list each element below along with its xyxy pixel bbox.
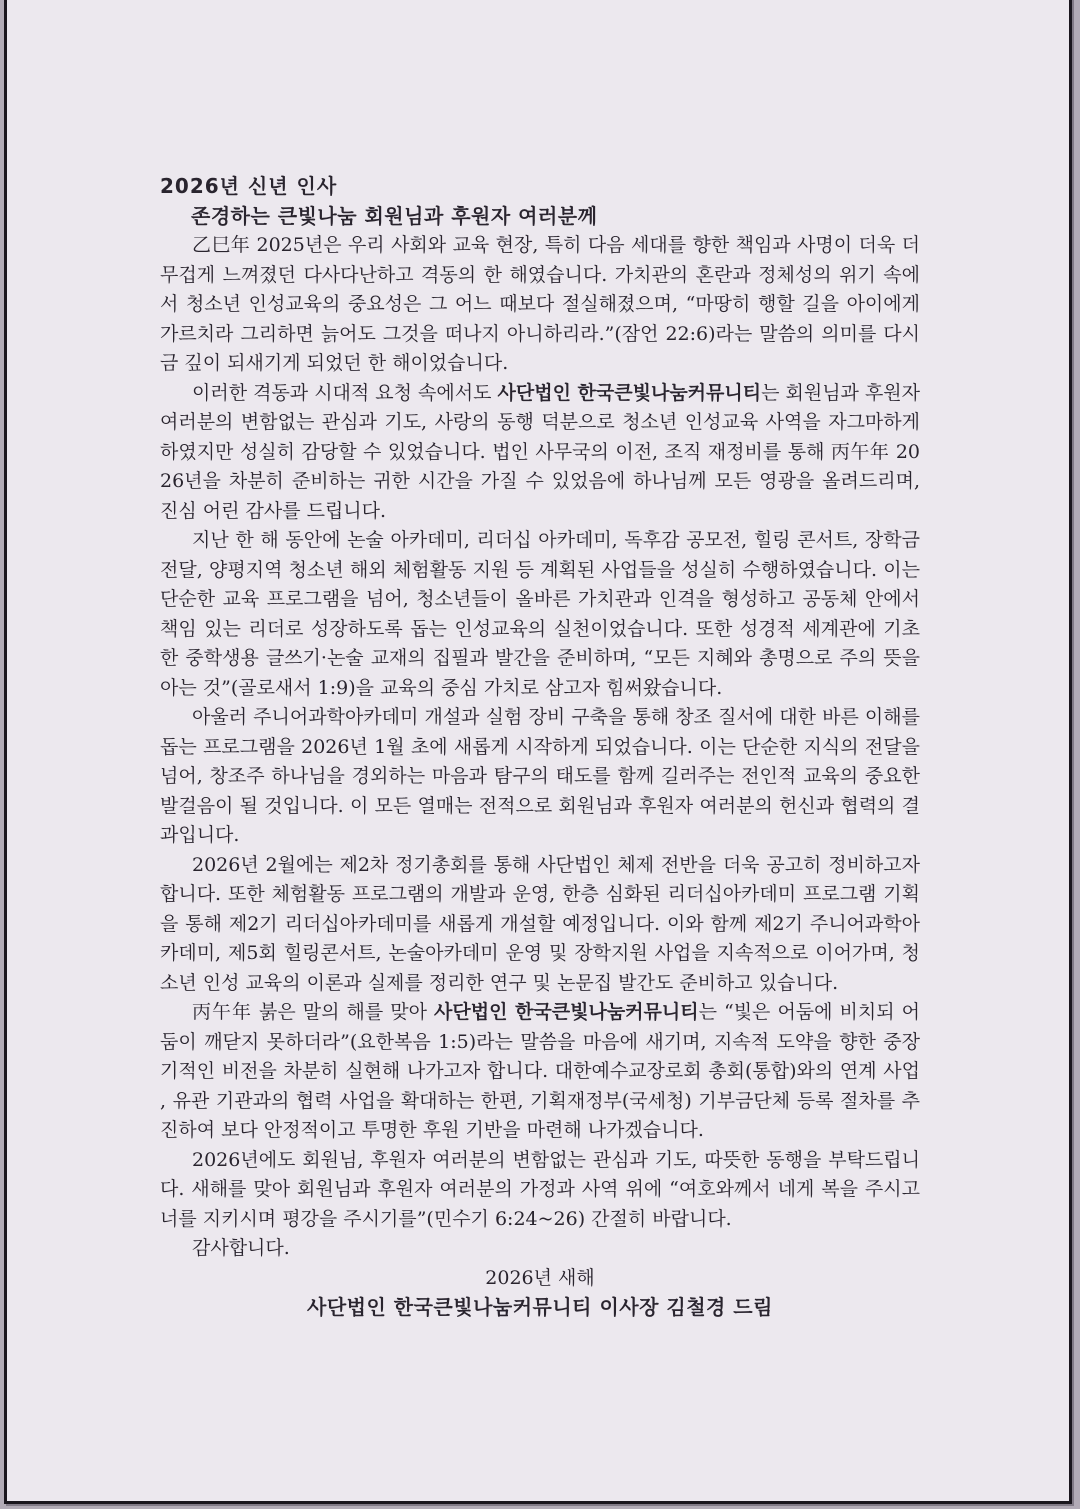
paragraph xyxy=(160,703,920,851)
paragraph-text: 지난 한 해 동안에 논술 아카데미, 리더십 아카데미, 독후감 공모전, 힐링 콘서트, 장학금 전달, 양평지역 청소년 해외 체험활동 지원 등 계획된 사업들을 성실히 수행하였습니다. 이는 단순한 교육 프로그램을 넘어, 청소년들이 올바른 가치관과 인격을 형성하고 공동체 안에서 책임 있는 리더로 성장하도록 돕는 인성교육의 실천이었습니다. 또한 성경적 세계관에 기초한 중학생용 글쓰기·논술 교재의 집필과 발간을 준비하며, “모든 지혜와 총명으로 주의 뜻을 아는 것”(골로새서 1:9)을 교육의 중심 가치로 삼고자 힘써왔습니다. xyxy=(160,529,920,699)
paragraph xyxy=(160,526,920,703)
signature-line: 사단법인 한국큰빛나눔커뮤니티 이사장 김철경 드림 xyxy=(307,1295,773,1319)
paragraph-text: 2026년에도 회원님, 후원자 여러분의 변함없는 관심과 기도, 따뜻한 동행을 부탁드립니다. 새해를 맞아 회원님과 후원자 여러분의 가정과 사역 위에 “여호와께서 네게 복을 주시고 너를 지키시며 평강을 주시기를”(민수기 6:24~26) 간절히 바랍니다. xyxy=(160,1148,920,1230)
paragraph xyxy=(160,1146,920,1235)
letter-body xyxy=(160,231,920,1264)
paragraph-text: 2026년 2월에는 제2차 정기총회를 통해 사단법인 체제 전반을 더욱 공고히 정비하고자 합니다. 또한 체험활동 프로그램의 개발과 운영, 한층 심화된 리더십아카데미 프로그램 기획을 통해 제2기 리더십아카데미를 새롭게 개설할 예정입니다. 이와 함께 제2기 주니어과학아카데미, 제5회 힐링콘서트, 논술아카데미 운영 및 장학지원 사업을 지속적으로 이어가며, 청소년 인성 교육의 이론과 실제를 정리한 연구 및 논문집 발간도 준비하고 있습니다. xyxy=(160,853,920,994)
paragraph xyxy=(160,231,920,379)
letter-title: 2026년 신년 인사 xyxy=(160,174,338,198)
paragraph-text: 丙午年 붉은 말의 해를 맞아 xyxy=(192,1001,435,1023)
letter-content xyxy=(160,172,920,1323)
organization-name-emphasis: 사단법인 한국큰빛나눔커뮤니티 xyxy=(497,381,762,404)
paragraph-text: 乙巳年 2025년은 우리 사회와 교육 현장, 특히 다음 세대를 향한 책임과 사명이 더욱 더 무겁게 느껴졌던 다사다난하고 격동의 한 해였습니다. 가치관의 혼란과 정체성의 위기 속에서 청소년 인성교육의 중요성은 그 어느 때보다 절실해졌으며, “마땅히 행할 길을 아이에게 가르치라 그리하면 늙어도 그것을 떠나지 아니하리라.”(잠언 22:6)라는 말씀의 의미를 다시금 깊이 되새기게 되었던 한 해이었습니다. xyxy=(160,234,920,374)
paragraph-text: 는 회원님과 후원자 여러분의 변함없는 관심과 기도, 사랑의 동행 덕분으로 청소년 인성교육 사역을 자그마하게 하였지만 성실히 감당할 수 있었습니다. 법인 사무국의 이전, 조직 재정비를 통해 丙午年 2026년을 차분히 준비하는 귀한 시간을 가질 수 있었음에 하나님께 모든 영광을 올려드리며, 진심 어린 감사를 드립니다. xyxy=(160,381,921,522)
paragraph xyxy=(160,379,920,527)
paragraph-text: 는 “빛은 어둠에 비치되 어둠이 깨닫지 못하더라”(요한복음 1:5)라는 말씀을 마음에 새기며, 지속적 도약을 향한 중장기적인 비전을 차분히 실현해 나가고자 합니다. 대한예수교장로회 총회(통합)와의 연계 사업, 유관 기관과의 협력 사업을 확대하는 한편, 기획재정부(국세청) 기부금단체 등록 절차를 추진하여 보다 안정적이고 투명한 후원 기반을 마련해 나가겠습니다. xyxy=(160,1001,920,1141)
organization-name-emphasis: 사단법인 한국큰빛나눔커뮤니티 xyxy=(434,1001,699,1023)
closing-date: 2026년 새해 xyxy=(485,1266,595,1289)
paragraph-text: 아울러 주니어과학아카데미 개설과 실험 장비 구축을 통해 창조 질서에 대한 바른 이해를 돕는 프로그램을 2026년 1월 초에 새롭게 시작하게 되었습니다. 이는 단순한 지식의 전달을 넘어, 창조주 하나님을 경외하는 마음과 탐구의 태도를 함께 길러주는 전인적 교육의 중요한 발걸음이 될 것입니다. 이 모든 열매는 전적으로 회원님과 후원자 여러분의 헌신과 협력의 결과입니다. xyxy=(160,706,920,846)
paragraph xyxy=(160,851,920,999)
letter-salutation: 존경하는 큰빛나눔 회원님과 후원자 여러분께 xyxy=(191,203,598,228)
paragraph xyxy=(160,1234,920,1264)
paragraph-text: 감사합니다. xyxy=(192,1237,290,1259)
paragraph xyxy=(160,998,920,1146)
paragraph-text: 이러한 격동과 시대적 요청 속에서도 xyxy=(192,381,498,404)
